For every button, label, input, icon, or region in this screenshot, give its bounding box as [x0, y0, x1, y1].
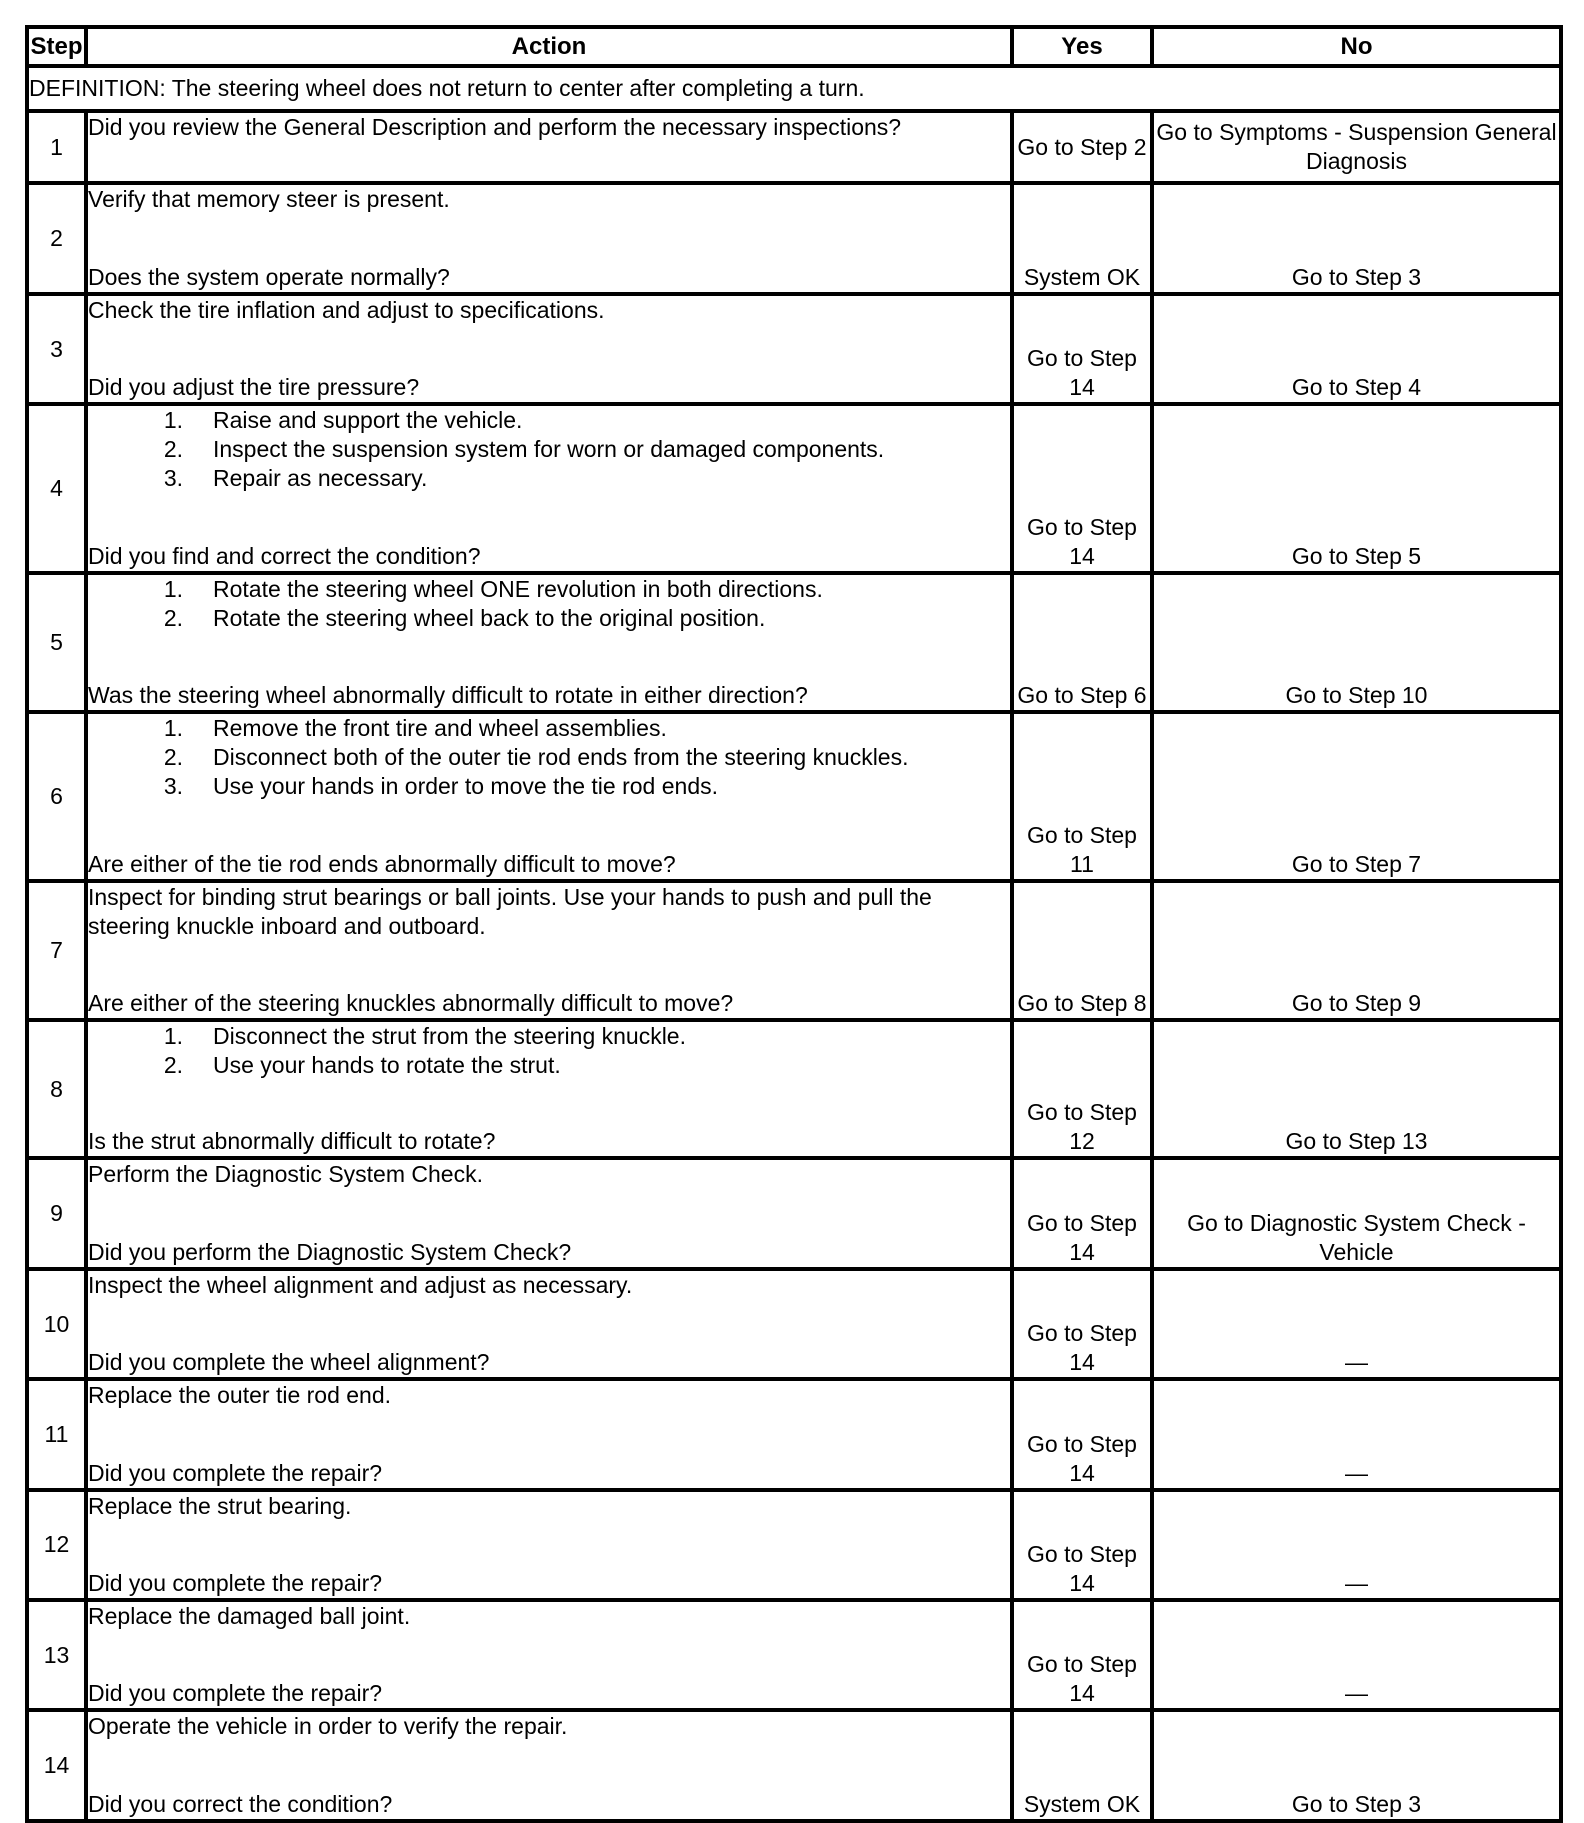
- diagnostic-table: [25, 25, 1563, 1823]
- action-cell: [86, 111, 1012, 184]
- substep-list: [88, 714, 1010, 801]
- yes-cell: Go to Step 11: [1012, 712, 1152, 881]
- yes-cell: Go to Step 6: [1012, 573, 1152, 712]
- header-step: Step: [27, 27, 86, 66]
- no-cell: Go to Diagnostic System Check - Vehicle: [1152, 1158, 1561, 1268]
- action-question: Did you review the General Description and perform the necessary inspections?: [88, 113, 902, 140]
- yes-cell: Go to Step 14: [1012, 1600, 1152, 1710]
- action-question: Did you adjust the tire pressure?: [88, 374, 420, 401]
- action-question: Are either of the tie rod ends abnormally difficult to move?: [88, 851, 676, 878]
- no-cell: Go to Step 4: [1152, 294, 1561, 404]
- action-question: Is the strut abnormally difficult to rotate?: [88, 1128, 496, 1155]
- action-instruction: Check the tire inflation and adjust to specifications.: [88, 296, 605, 323]
- action-cell: [86, 881, 1012, 1020]
- no-cell: Go to Step 3: [1152, 183, 1561, 293]
- header-action: Action: [86, 27, 1012, 66]
- action-cell: [86, 404, 1012, 573]
- table-row: [27, 1158, 1561, 1268]
- table-row: [27, 1710, 1561, 1821]
- no-cell: Go to Step 5: [1152, 404, 1561, 573]
- no-cell: Go to Step 13: [1152, 1020, 1561, 1159]
- substep-item: 2. Inspect the suspension system for worn or damaged components.: [163, 436, 885, 463]
- no-cell: —: [1152, 1379, 1561, 1489]
- yes-cell: Go to Step 14: [1012, 1158, 1152, 1268]
- step-number: 9: [27, 1158, 86, 1268]
- substep-item: 3. Repair as necessary.: [163, 465, 428, 492]
- table-row: [27, 1600, 1561, 1710]
- step-number: 10: [27, 1269, 86, 1379]
- table-row: [27, 111, 1561, 184]
- action-question: Did you find and correct the condition?: [88, 543, 481, 570]
- action-question: Are either of the steering knuckles abnormally difficult to move?: [88, 989, 734, 1016]
- action-question: Did you complete the wheel alignment?: [88, 1349, 490, 1376]
- action-question: Did you complete the repair?: [88, 1680, 383, 1707]
- action-question: Does the system operate normally?: [88, 263, 450, 290]
- action-question: Did you complete the repair?: [88, 1459, 383, 1486]
- step-number: 7: [27, 881, 86, 1020]
- yes-cell: Go to Step 14: [1012, 1490, 1152, 1600]
- substep-item: 2. Disconnect both of the outer tie rod ends from the steering knuckles.: [163, 744, 909, 771]
- action-cell: [86, 1020, 1012, 1159]
- action-instruction: Verify that memory steer is present.: [88, 186, 450, 213]
- table-row: [27, 881, 1561, 1020]
- step-number: 6: [27, 712, 86, 881]
- table-row: [27, 573, 1561, 712]
- action-cell: [86, 294, 1012, 404]
- yes-cell: Go to Step 14: [1012, 1269, 1152, 1379]
- table-row: [27, 1020, 1561, 1159]
- no-cell: Go to Step 3: [1152, 1710, 1561, 1821]
- step-number: 12: [27, 1490, 86, 1600]
- table-row: [27, 1269, 1561, 1379]
- action-cell: [86, 712, 1012, 881]
- action-question: Did you correct the condition?: [88, 1791, 393, 1817]
- yes-cell: Go to Step 14: [1012, 294, 1152, 404]
- no-cell: Go to Symptoms - Suspension General Diagnosis: [1152, 111, 1561, 184]
- yes-cell: System OK: [1012, 1710, 1152, 1821]
- no-cell: Go to Step 7: [1152, 712, 1561, 881]
- action-question: Did you perform the Diagnostic System Check?: [88, 1238, 572, 1265]
- table-row: [27, 404, 1561, 573]
- yes-cell: System OK: [1012, 183, 1152, 293]
- step-number: 3: [27, 294, 86, 404]
- header-row: [27, 27, 1561, 66]
- table-row: [27, 294, 1561, 404]
- action-cell: [86, 1379, 1012, 1489]
- action-cell: [86, 1269, 1012, 1379]
- no-cell: —: [1152, 1600, 1561, 1710]
- step-number: 4: [27, 404, 86, 573]
- substep-list: [88, 575, 1010, 633]
- table-row: [27, 1490, 1561, 1600]
- action-cell: [86, 1710, 1012, 1821]
- header-yes: Yes: [1012, 27, 1152, 66]
- step-number: 2: [27, 183, 86, 293]
- action-instruction: Inspect for binding strut bearings or ball joints. Use your hands to push and pull the steering knuckle inboard and outboard.: [88, 884, 939, 940]
- definition-text: DEFINITION: The steering wheel does not return to center after completing a turn.: [27, 66, 1561, 111]
- action-instruction: Replace the outer tie rod end.: [88, 1382, 392, 1409]
- substep-item: 3. Use your hands in order to move the tie rod ends.: [163, 773, 719, 800]
- definition-row: [27, 66, 1561, 111]
- action-instruction: Replace the damaged ball joint.: [88, 1603, 411, 1630]
- action-instruction: Inspect the wheel alignment and adjust as necessary.: [88, 1271, 633, 1298]
- table-row: [27, 183, 1561, 293]
- action-instruction: Operate the vehicle in order to verify the repair.: [88, 1713, 568, 1740]
- no-cell: —: [1152, 1269, 1561, 1379]
- substep-item: 1. Remove the front tire and wheel assemblies.: [163, 715, 667, 742]
- action-cell: [86, 1158, 1012, 1268]
- substep-list: [88, 406, 1010, 493]
- no-cell: —: [1152, 1490, 1561, 1600]
- table-row: [27, 1379, 1561, 1489]
- substep-item: 1. Raise and support the vehicle.: [163, 407, 523, 434]
- substep-item: 2. Use your hands to rotate the strut.: [163, 1051, 561, 1078]
- action-instruction: Perform the Diagnostic System Check.: [88, 1161, 483, 1188]
- substep-list: [88, 1022, 1010, 1080]
- action-cell: [86, 1600, 1012, 1710]
- yes-cell: Go to Step 8: [1012, 881, 1152, 1020]
- substep-item: 1. Rotate the steering wheel ONE revolution in both directions.: [163, 576, 823, 603]
- yes-cell: Go to Step 14: [1012, 1379, 1152, 1489]
- action-cell: [86, 183, 1012, 293]
- no-cell: Go to Step 10: [1152, 573, 1561, 712]
- step-number: 13: [27, 1600, 86, 1710]
- step-number: 11: [27, 1379, 86, 1489]
- action-cell: [86, 573, 1012, 712]
- action-cell: [86, 1490, 1012, 1600]
- step-number: 14: [27, 1710, 86, 1821]
- step-number: 1: [27, 111, 86, 184]
- action-question: Did you complete the repair?: [88, 1570, 383, 1597]
- substep-item: 2. Rotate the steering wheel back to the original position.: [163, 605, 766, 632]
- step-number: 8: [27, 1020, 86, 1159]
- step-number: 5: [27, 573, 86, 712]
- substep-item: 1. Disconnect the strut from the steering knuckle.: [163, 1022, 686, 1049]
- yes-cell: Go to Step 2: [1012, 111, 1152, 184]
- yes-cell: Go to Step 12: [1012, 1020, 1152, 1159]
- no-cell: Go to Step 9: [1152, 881, 1561, 1020]
- table-row: [27, 712, 1561, 881]
- header-no: No: [1152, 27, 1561, 66]
- action-question: Was the steering wheel abnormally difficult to rotate in either direction?: [88, 682, 808, 709]
- action-instruction: Replace the strut bearing.: [88, 1492, 352, 1519]
- yes-cell: Go to Step 14: [1012, 404, 1152, 573]
